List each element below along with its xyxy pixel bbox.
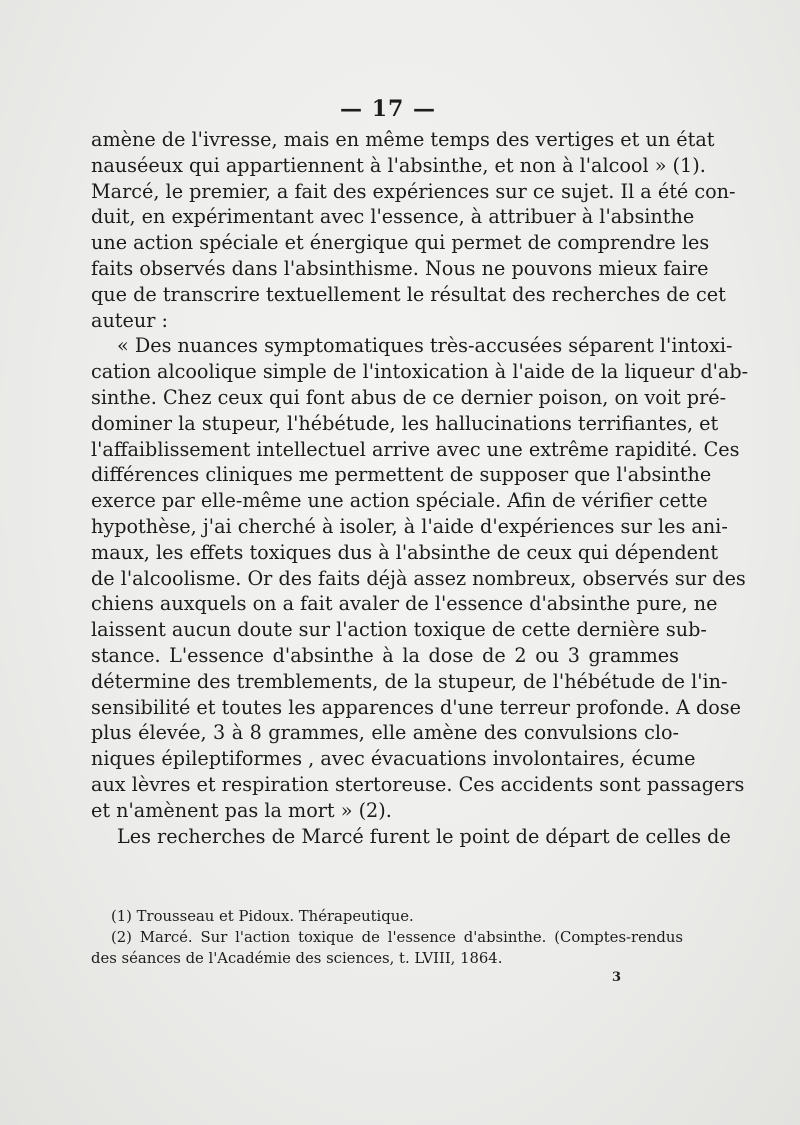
quote-line: laissent aucun doute sur l'action toxique de cette dernière sub- xyxy=(91,618,707,642)
text-line: Les recherches de Marcé furent le point de départ de celles de xyxy=(117,824,731,848)
quote-line: exerce par elle-même une action spéciale. Afin de vérifier cette xyxy=(91,489,708,513)
footnote-1: (1) Trousseau et Pidoux. Thérapeutique. xyxy=(111,908,414,925)
footnote-2-continuation: des séances de l'Académie des sciences, t. LVIII, 1864. xyxy=(91,950,503,967)
page-number: — 17 — xyxy=(340,96,436,122)
quote-line: « Des nuances symptomatiques très-accusées séparent l'intoxi- xyxy=(117,334,733,358)
quote-line: maux, les effets toxiques dus à l'absinthe de ceux qui dépendent xyxy=(91,540,719,564)
footnotes xyxy=(91,906,683,969)
quote-line: et n'amènent pas la mort » (2). xyxy=(91,798,392,822)
text-line: faits observés dans l'absinthisme. Nous ne pouvons mieux faire xyxy=(91,256,709,280)
quote-line: de l'alcoolisme. Or des faits déjà assez nombreux, observés sur des xyxy=(91,566,746,590)
quote-line: chiens auxquels on a fait avaler de l'essence d'absinthe pure, ne xyxy=(91,592,718,616)
text-line: auteur : xyxy=(91,308,168,332)
text-line: Marcé, le premier, a fait des expériences sur ce sujet. Il a été con- xyxy=(91,179,736,203)
signature-mark: 3 xyxy=(612,970,622,985)
quote-line: l'affaiblissement intellectuel arrive avec une extrême rapidité. Ces xyxy=(91,437,740,461)
quote-line: stance. L'essence d'absinthe à la dose de 2 ou 3 grammes xyxy=(91,643,679,667)
quote-line: sinthe. Chez ceux qui font abus de ce dernier poison, on voit pré- xyxy=(91,385,727,409)
quote-line: plus élevée, 3 à 8 grammes, elle amène des convulsions clo- xyxy=(91,721,679,745)
text-line: que de transcrire textuellement le résultat des recherches de cet xyxy=(91,282,726,306)
quote-line: aux lèvres et respiration stertoreuse. Ces accidents sont passagers xyxy=(91,772,745,796)
quote-line: sensibilité et toutes les apparences d'une terreur profonde. A dose xyxy=(91,695,741,719)
quote-line: niques épileptiformes , avec évacuations involontaires, écume xyxy=(91,747,696,771)
quote-line: détermine des tremblements, de la stupeur, de l'hébétude de l'in- xyxy=(91,669,728,693)
footnote-2: (2) Marcé. Sur l'action toxique de l'essence d'absinthe. (Comptes-rendus xyxy=(111,929,683,946)
text-line: duit, en expérimentant avec l'essence, à attribuer à l'absinthe xyxy=(91,205,695,229)
text-line: une action spéciale et énergique qui permet de comprendre les xyxy=(91,231,710,255)
text-line: nauséeux qui appartiennent à l'absinthe, et non à l'alcool » (1). xyxy=(91,153,706,177)
body-text xyxy=(91,127,749,849)
quote-line: différences cliniques me permettent de supposer que l'absinthe xyxy=(91,463,712,487)
quote-line: hypothèse, j'ai cherché à isoler, à l'aide d'expériences sur les ani- xyxy=(91,514,728,538)
quote-line: dominer la stupeur, l'hébétude, les hallucinations terrifiantes, et xyxy=(91,411,719,435)
text-line: amène de l'ivresse, mais en même temps des vertiges et un état xyxy=(91,128,715,151)
quote-line: cation alcoolique simple de l'intoxication à l'aide de la liqueur d'ab- xyxy=(91,360,749,384)
